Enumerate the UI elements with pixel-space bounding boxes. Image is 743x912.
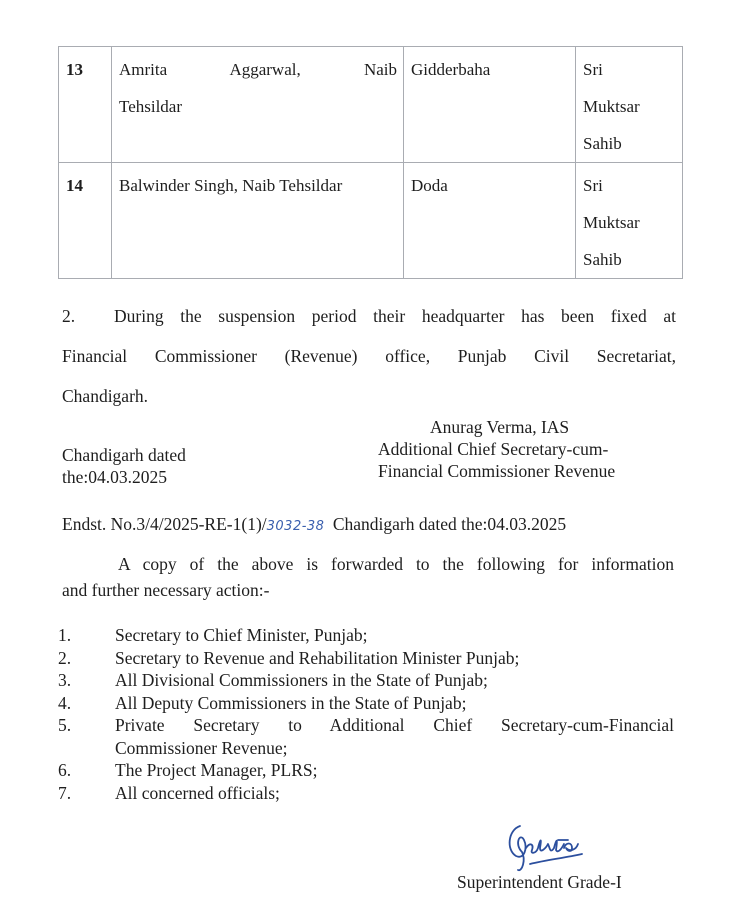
list-item-number: 2. <box>58 647 72 668</box>
signature-stroke <box>510 826 526 870</box>
suspension-table <box>58 46 683 279</box>
list-item-text: All Divisional Commissioners in the State of Punjab; <box>115 670 488 690</box>
district <box>576 47 683 163</box>
list-item-number: 5. <box>58 715 72 735</box>
official-name-line1: Balwinder Singh, Naib Tehsildar <box>119 176 343 195</box>
official-name <box>112 163 404 279</box>
signatory-designation-line2: Financial Commissioner Revenue <box>378 461 616 481</box>
list-item-number: 7. <box>58 782 72 803</box>
handwritten-signature <box>500 818 590 876</box>
signatory-name: Anurag Verma, IAS <box>430 417 570 437</box>
list-item-number: 3. <box>58 670 72 690</box>
district-line: Sri <box>583 60 603 79</box>
superintendent-designation: Superintendent Grade-I <box>457 872 622 892</box>
official-name-line2: Tehsildar <box>119 97 183 116</box>
official-name <box>112 47 404 163</box>
list-item-text-line2: Commissioner Revenue; <box>115 737 288 758</box>
paragraph-2 <box>62 296 676 416</box>
list-item-text: Secretary to Chief Minister, Punjab; <box>115 625 368 645</box>
signature-stroke <box>530 854 582 864</box>
list-item <box>58 669 674 692</box>
official-name-line1: Amrita Aggarwal, Naib <box>119 60 397 79</box>
list-item-text: The Project Manager, PLRS; <box>115 760 318 780</box>
list-item-text <box>115 714 674 759</box>
paragraph-2-line2: Financial Commissioner (Revenue) office, Punjab Civil Secretariat, <box>62 346 676 366</box>
serial-number: 13 <box>59 47 112 163</box>
endorsement-prefix: Endst. No.3/4/2025-RE-1(1)/ <box>62 514 267 534</box>
list-item-number: 6. <box>58 760 72 780</box>
paragraph-number: 2. <box>62 306 76 326</box>
paragraph-2-line1 <box>62 296 676 336</box>
district-line: Sahib <box>583 250 622 269</box>
copy-to-list <box>58 624 674 804</box>
signatory-block <box>378 416 678 482</box>
forward-note <box>62 551 674 603</box>
endorsement-date: Chandigarh dated the:04.03.2025 <box>332 514 567 534</box>
table-row <box>59 47 683 163</box>
place-and-date <box>62 444 186 488</box>
list-item <box>58 624 674 647</box>
district <box>576 163 683 279</box>
paragraph-2-text: During the suspension period their headquarter has been fixed at <box>114 306 676 326</box>
list-item <box>58 759 674 782</box>
list-item-text: All concerned officials; <box>115 782 280 803</box>
list-item <box>58 692 674 715</box>
forward-note-line1: A copy of the above is forwarded to the following for information <box>118 554 674 574</box>
place-date-line2: the:04.03.2025 <box>62 467 167 487</box>
list-item-text: All Deputy Commissioners in the State of Punjab; <box>115 692 467 713</box>
list-item <box>58 782 674 805</box>
handwritten-dispatch-number: 3032-38 <box>266 519 325 534</box>
district-line: Muktsar <box>583 97 640 116</box>
forward-note-line2: and further necessary action:- <box>62 580 270 600</box>
serial-number: 14 <box>59 163 112 279</box>
table-row <box>59 163 683 279</box>
district-line: Sahib <box>583 134 622 153</box>
signature-stroke <box>526 840 564 852</box>
list-item-number: 1. <box>58 625 72 645</box>
signature-stroke <box>564 844 578 852</box>
list-item-text: Secretary to Revenue and Rehabilitation Minister Punjab; <box>115 647 520 668</box>
signatory-designation-line1: Additional Chief Secretary-cum- <box>378 439 609 459</box>
place-of-posting: Gidderbaha <box>404 47 576 163</box>
list-item <box>58 714 674 759</box>
endorsement-line <box>62 514 566 535</box>
district-line: Sri <box>583 176 603 195</box>
list-item <box>58 647 674 670</box>
paragraph-2-line3: Chandigarh. <box>62 386 149 406</box>
list-item-text-line1: Private Secretary to Additional Chief Secretary-cum-Financial <box>115 715 674 735</box>
district-line: Muktsar <box>583 213 640 232</box>
list-item-number: 4. <box>58 692 72 713</box>
place-date-line1: Chandigarh dated <box>62 445 186 465</box>
place-of-posting: Doda <box>404 163 576 279</box>
